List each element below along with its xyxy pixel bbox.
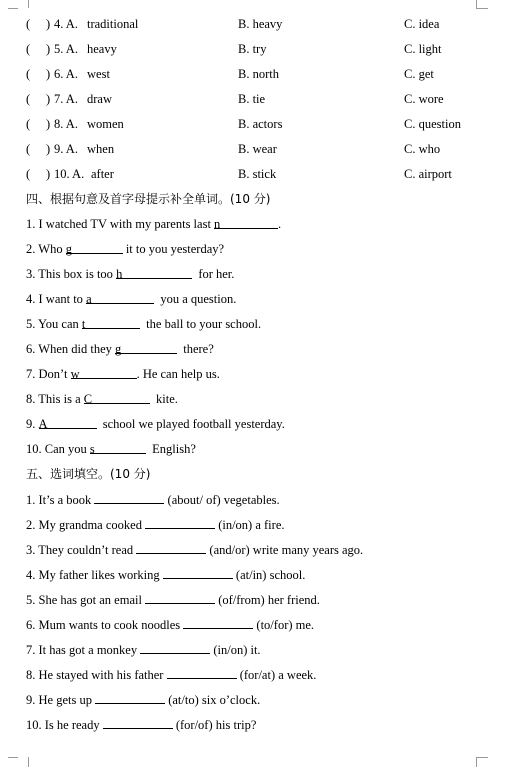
item-text: 6. When did they bbox=[26, 342, 115, 356]
item-text: 6. Mum wants to cook noodles bbox=[26, 618, 184, 632]
option-c: C. who bbox=[404, 142, 441, 156]
initial-letter: w bbox=[70, 367, 80, 381]
fill-item bbox=[26, 265, 234, 283]
question-number: 9. A. bbox=[54, 142, 78, 156]
fill-item bbox=[26, 340, 214, 358]
answer-blank[interactable] bbox=[145, 515, 215, 529]
answer-blank[interactable] bbox=[66, 240, 123, 254]
item-text: 2. My grandma cooked bbox=[26, 518, 146, 532]
option-b: B. north bbox=[238, 67, 279, 81]
answer-blank[interactable] bbox=[140, 640, 210, 654]
item-text: 5. She has got an email bbox=[26, 593, 146, 607]
close-paren: ) bbox=[46, 117, 51, 131]
close-paren: ) bbox=[46, 167, 51, 181]
answer-blank[interactable] bbox=[163, 565, 233, 579]
close-paren: ) bbox=[46, 142, 51, 156]
answer-blank[interactable] bbox=[116, 265, 192, 279]
initial-letter: g bbox=[65, 242, 72, 256]
mc-item bbox=[26, 65, 434, 83]
item-text: 7. It has got a monkey bbox=[26, 643, 141, 657]
option-b: B. stick bbox=[238, 167, 277, 181]
option-c: C. get bbox=[404, 67, 434, 81]
answer-blank[interactable] bbox=[82, 315, 140, 329]
item-text: you a question. bbox=[154, 292, 237, 306]
item-text: (and/or) write many years ago. bbox=[206, 543, 364, 557]
open-paren: ( bbox=[26, 117, 31, 131]
item-text: (to/for) me. bbox=[253, 618, 315, 632]
initial-letter: g bbox=[115, 342, 122, 356]
question-number: 8. A. bbox=[54, 117, 78, 131]
answer-blank[interactable] bbox=[39, 415, 97, 429]
option-a: draw bbox=[87, 92, 112, 106]
item-text: for her. bbox=[192, 267, 235, 281]
open-paren: ( bbox=[26, 167, 31, 181]
item-text: 7. Don’t bbox=[26, 367, 71, 381]
option-a: when bbox=[87, 142, 115, 156]
close-paren: ) bbox=[46, 17, 51, 31]
open-paren: ( bbox=[26, 142, 31, 156]
answer-blank[interactable] bbox=[71, 365, 137, 379]
fill-item bbox=[26, 690, 260, 708]
section-heading: 五、选词填空。(10 分) bbox=[26, 467, 151, 481]
close-paren: ) bbox=[46, 42, 51, 56]
option-a: after bbox=[91, 167, 114, 181]
item-text: 9. bbox=[26, 417, 39, 431]
fill-item bbox=[26, 415, 285, 433]
answer-blank[interactable] bbox=[183, 615, 253, 629]
item-text: (for/at) a week. bbox=[236, 668, 317, 682]
item-text: . He can help us. bbox=[136, 367, 220, 381]
item-text: (at/to) six o’clock. bbox=[165, 693, 261, 707]
question-number: 10. A. bbox=[54, 167, 85, 181]
item-text: the ball to your school. bbox=[139, 317, 262, 331]
item-text: (for/of) his trip? bbox=[172, 718, 257, 732]
fill-item bbox=[26, 490, 280, 508]
fill-item bbox=[26, 390, 178, 408]
option-a: heavy bbox=[87, 42, 117, 56]
item-text: 4. I want to bbox=[26, 292, 87, 306]
item-text: 5. You can bbox=[26, 317, 82, 331]
fill-item bbox=[26, 315, 261, 333]
answer-blank[interactable] bbox=[145, 590, 215, 604]
answer-blank[interactable] bbox=[103, 715, 173, 729]
item-text: (of/from) her friend. bbox=[215, 593, 320, 607]
crop-mark bbox=[476, 757, 488, 758]
question-number: 5. A. bbox=[54, 42, 78, 56]
item-text: 3. They couldn’t read bbox=[26, 543, 137, 557]
item-text: 9. He gets up bbox=[26, 693, 96, 707]
fill-item bbox=[26, 615, 314, 633]
crop-mark bbox=[8, 8, 18, 9]
option-c: C. idea bbox=[404, 17, 440, 31]
item-text: it to you yesterday? bbox=[122, 242, 225, 256]
fill-item bbox=[26, 640, 261, 658]
initial-letter: A bbox=[38, 417, 48, 431]
fill-item bbox=[26, 440, 196, 458]
option-a: west bbox=[87, 67, 110, 81]
mc-item bbox=[26, 40, 442, 58]
fill-item bbox=[26, 665, 316, 683]
question-number: 7. A. bbox=[54, 92, 78, 106]
answer-blank[interactable] bbox=[167, 665, 237, 679]
answer-blank[interactable] bbox=[214, 215, 278, 229]
answer-blank[interactable] bbox=[90, 440, 146, 454]
fill-item bbox=[26, 565, 305, 583]
item-text: (about/ of) vegetables. bbox=[164, 493, 280, 507]
fill-item bbox=[26, 290, 236, 308]
fill-item bbox=[26, 540, 363, 558]
answer-blank[interactable] bbox=[136, 540, 206, 554]
question-number: 6. A. bbox=[54, 67, 78, 81]
crop-mark bbox=[18, 0, 29, 8]
crop-mark bbox=[476, 8, 488, 9]
item-text: 2. Who bbox=[26, 242, 66, 256]
option-c: C. question bbox=[404, 117, 461, 131]
item-text: English? bbox=[145, 442, 196, 456]
mc-item bbox=[26, 15, 440, 33]
initial-letter: t bbox=[81, 317, 86, 331]
option-c: C. wore bbox=[404, 92, 444, 106]
answer-blank[interactable] bbox=[94, 490, 164, 504]
initial-letter: s bbox=[89, 442, 95, 456]
initial-letter: a bbox=[86, 292, 92, 306]
item-text: kite. bbox=[149, 392, 178, 406]
item-text: 1. It’s a book bbox=[26, 493, 95, 507]
item-text: 10. Is he ready bbox=[26, 718, 103, 732]
mc-item bbox=[26, 140, 441, 158]
open-paren: ( bbox=[26, 42, 31, 56]
mc-item bbox=[26, 165, 452, 183]
open-paren: ( bbox=[26, 17, 31, 31]
crop-mark bbox=[476, 757, 487, 767]
option-b: B. actors bbox=[238, 117, 283, 131]
option-c: C. airport bbox=[404, 167, 452, 181]
fill-item bbox=[26, 240, 224, 258]
option-b: B. wear bbox=[238, 142, 277, 156]
option-b: B. heavy bbox=[238, 17, 283, 31]
item-text: 10. Can you bbox=[26, 442, 90, 456]
mc-item bbox=[26, 90, 444, 108]
answer-blank[interactable] bbox=[115, 340, 177, 354]
option-a: women bbox=[87, 117, 124, 131]
crop-mark bbox=[18, 757, 29, 767]
close-paren: ) bbox=[46, 92, 51, 106]
fill-item bbox=[26, 590, 320, 608]
option-c: C. light bbox=[404, 42, 442, 56]
option-b: B. try bbox=[238, 42, 267, 56]
option-a: traditional bbox=[87, 17, 139, 31]
close-paren: ) bbox=[46, 67, 51, 81]
fill-item bbox=[26, 215, 281, 233]
item-text: 8. This is a bbox=[26, 392, 84, 406]
fill-item bbox=[26, 715, 256, 733]
answer-blank[interactable] bbox=[84, 390, 150, 404]
answer-blank[interactable] bbox=[86, 290, 154, 304]
option-b: B. tie bbox=[238, 92, 266, 106]
initial-letter: h bbox=[116, 267, 123, 281]
initial-letter: n bbox=[214, 217, 221, 231]
item-text: 3. This box is too bbox=[26, 267, 117, 281]
open-paren: ( bbox=[26, 92, 31, 106]
crop-mark bbox=[476, 0, 487, 8]
item-text: 4. My father likes working bbox=[26, 568, 163, 582]
answer-blank[interactable] bbox=[95, 690, 165, 704]
section-heading: 四、根据句意及首字母提示补全单词。(10 分) bbox=[26, 192, 271, 206]
item-text: . bbox=[278, 217, 282, 231]
item-text: (in/on) a fire. bbox=[215, 518, 285, 532]
item-text: school we played football yesterday. bbox=[96, 417, 285, 431]
item-text: there? bbox=[177, 342, 214, 356]
open-paren: ( bbox=[26, 67, 31, 81]
item-text: 8. He stayed with his father bbox=[26, 668, 167, 682]
fill-item bbox=[26, 515, 285, 533]
initial-letter: C bbox=[83, 392, 93, 406]
item-text: 1. I watched TV with my parents last bbox=[26, 217, 215, 231]
question-number: 4. A. bbox=[54, 17, 78, 31]
item-text: (in/on) it. bbox=[210, 643, 261, 657]
mc-item bbox=[26, 115, 461, 133]
crop-mark bbox=[8, 757, 18, 758]
item-text: (at/in) school. bbox=[232, 568, 306, 582]
fill-item bbox=[26, 365, 220, 383]
